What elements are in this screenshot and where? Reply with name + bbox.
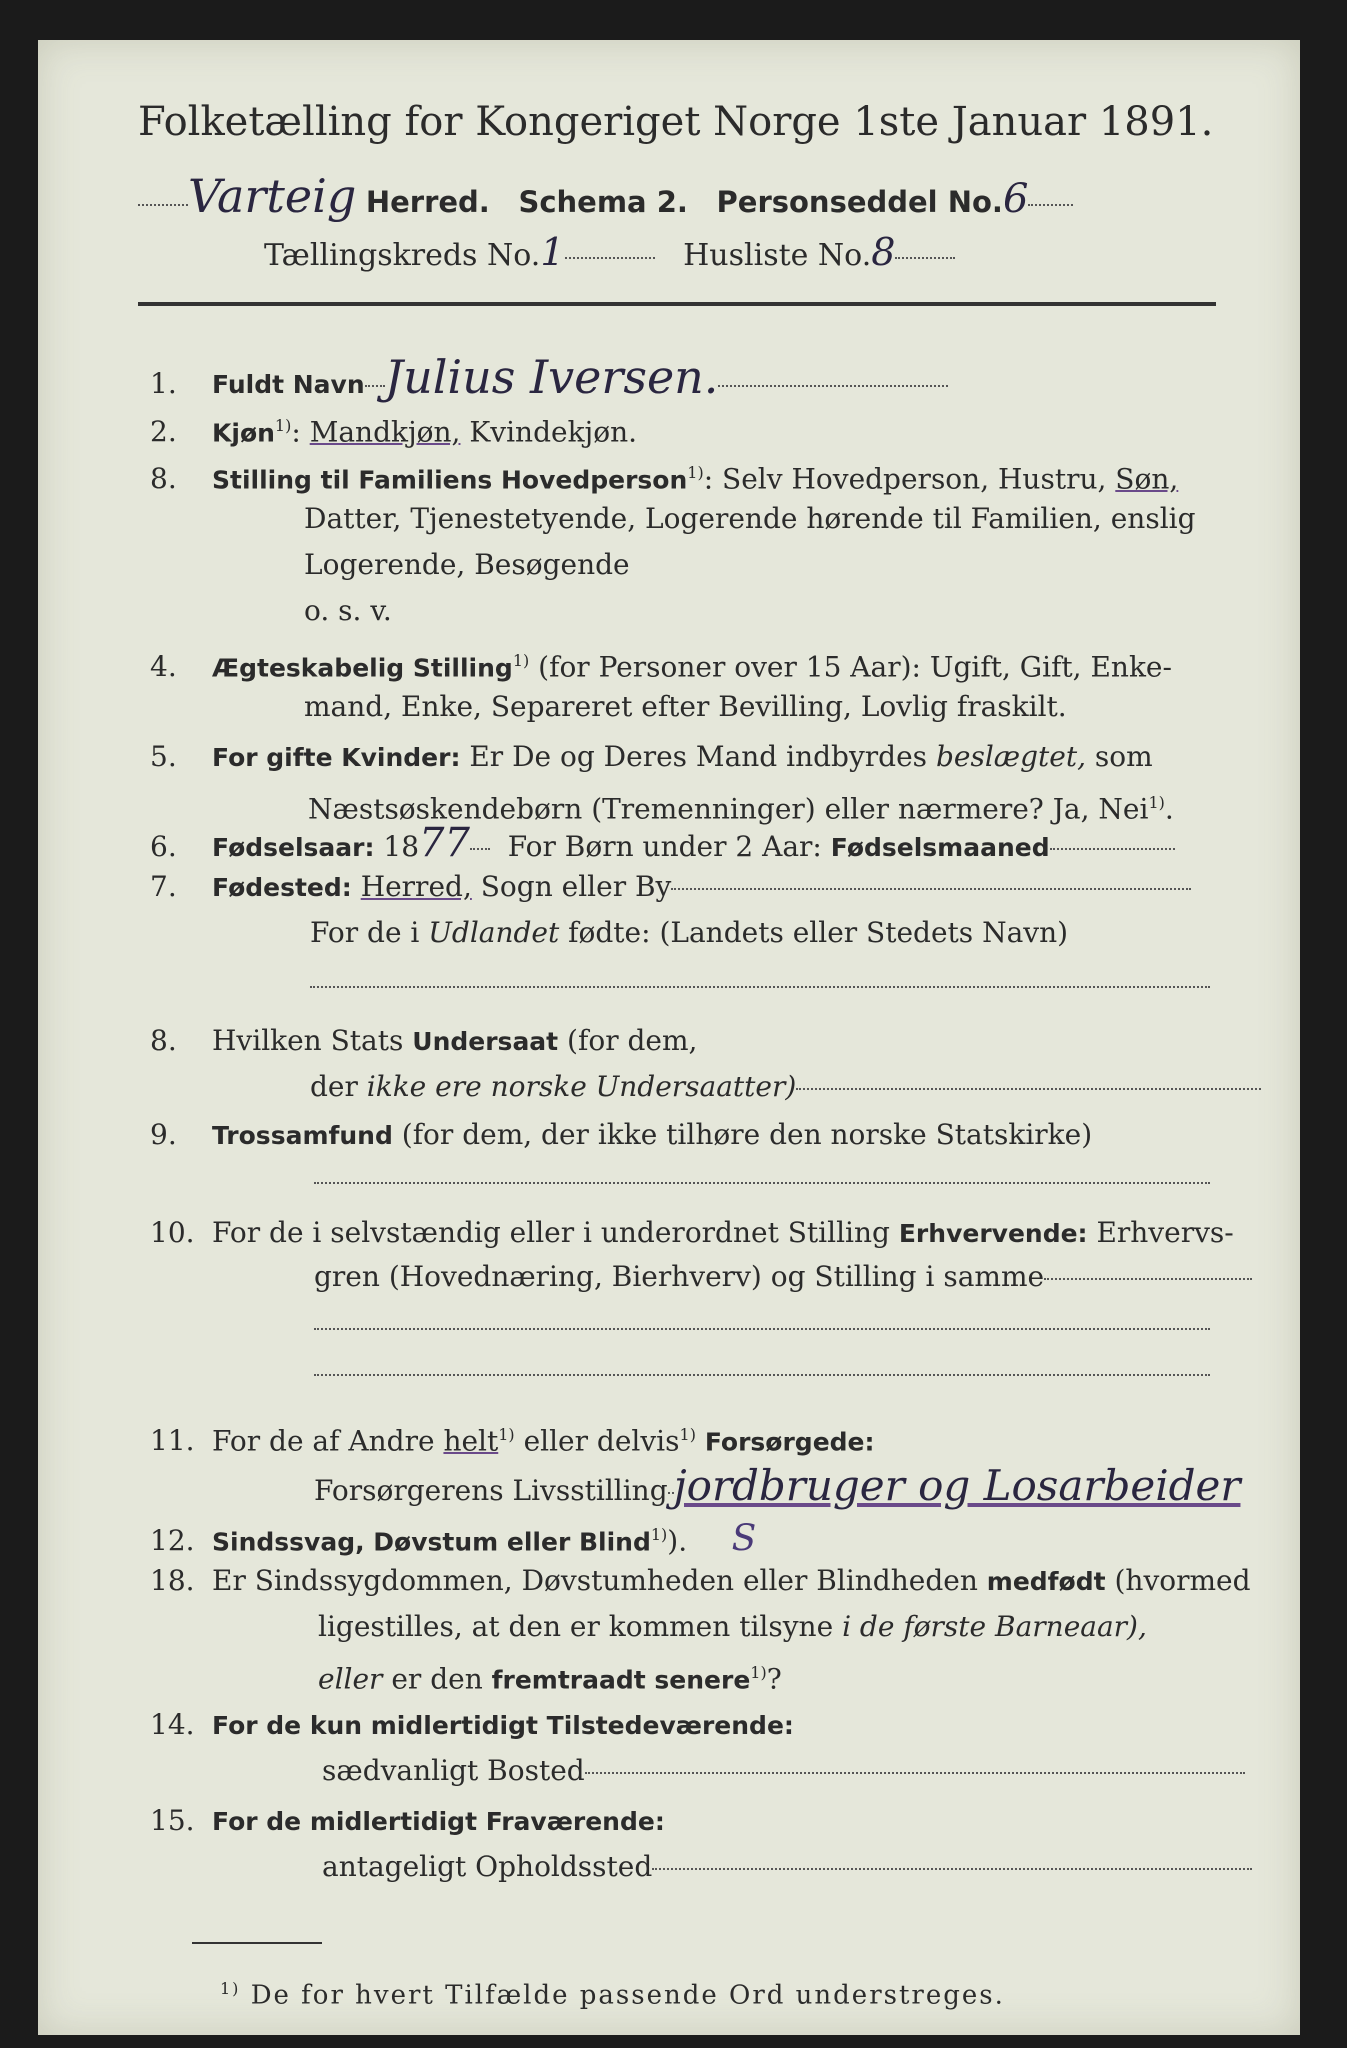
form-title: Folketælling for Kongeriget Norge 1ste Januar 1891. xyxy=(138,99,1214,145)
field-8: 8. Hvilken Stats Undersaat (for dem, xyxy=(150,1024,698,1057)
field-3: 8. Stilling til Familiens Hovedperson$^{1)}$: Selv Hovedperson, Hustru, Søn, xyxy=(150,462,1179,496)
field-5-line-2: Næstsøskendebørn (Tremenninger) eller nærmere? Ja, Nei$^{1)}$. xyxy=(308,792,1174,826)
position-son-option: Søn, xyxy=(1115,462,1179,496)
field-11-line-2: Forsørgerens Livsstilling jordbruger og Losarbeider xyxy=(314,1461,1241,1510)
field-4-line-2: mand, Enke, Separeret efter Bevilling, Lovlig fraskilt. xyxy=(304,690,1067,723)
field-3-line-2: Datter, Tjenestetyende, Logerende hørende til Familien, enslig xyxy=(304,502,1196,535)
field-13-line-2: ligestilles, at den er kommen tilsyne i de første Barneaar), xyxy=(318,1610,1147,1643)
personseddel-label: Personseddel No. xyxy=(716,185,1003,219)
field-10: 10. For de i selvstændig eller i underordnet Stilling Erhvervende: Erhvervs- xyxy=(150,1216,1234,1249)
disability-mark-value: S xyxy=(731,1518,757,1560)
field-7-line-2: For de i Udlandet fødte: (Landets eller Stedets Navn) xyxy=(310,916,1069,949)
schema-label: Schema 2. xyxy=(518,185,688,219)
kreds-label: Tællingskreds No. xyxy=(264,238,541,273)
footnote-marker: 1) xyxy=(220,1979,241,1998)
field-15: 15. For de midlertidigt Fraværende: xyxy=(150,1804,665,1837)
field-10-blank-2 xyxy=(314,1356,1210,1390)
field-13: 18. Er Sindssygdommen, Døvstumheden eller Blindheden medfødt (hvormed xyxy=(150,1564,1251,1597)
field-7: 7. Fødested: Herred, Sogn eller By xyxy=(150,870,1191,905)
field-10-line-2: gren (Hovednæring, Bierhverv) og Stilling i samme xyxy=(314,1260,1252,1294)
field-14: 14. For de kun midlertidigt Tilstedeværende: xyxy=(150,1708,794,1741)
field-14-line-2: sædvanligt Bosted xyxy=(322,1754,1245,1788)
field-3-line-3: Logerende, Besøgende xyxy=(304,548,630,581)
personseddel-value: 6 xyxy=(1002,176,1029,222)
herred-value: Varteig xyxy=(188,169,357,223)
field-9-blank xyxy=(314,1164,1210,1198)
field-6: 6. Fødselsaar: 1877 For Børn under 2 Aar: Fødselsmaaned xyxy=(150,818,1175,873)
field-13-line-3: eller er den fremtraadt senere$^{1)}$? xyxy=(318,1662,782,1696)
field-1: 1. Fuldt Navn Julius Iversen. xyxy=(150,360,948,402)
field-4: 4. Ægteskabelig Stilling$^{1)}$ (for Personer over 15 Aar): Ugift, Gift, Enke- xyxy=(150,650,1172,684)
supported-fully-option: helt xyxy=(443,1424,499,1458)
field-10-blank-1 xyxy=(314,1310,1210,1344)
kreds-value: 1 xyxy=(540,230,565,274)
herred-line xyxy=(138,169,1073,227)
footnote-text: De for hvert Tilfælde passende Ord understreges. xyxy=(250,1980,1005,2011)
field-9: 9. Trossamfund (for dem, der ikke tilhøre den norske Statskirke) xyxy=(150,1118,1093,1151)
footnote-rule xyxy=(192,1942,322,1944)
header-rule xyxy=(138,302,1216,306)
field-15-line-2: antageligt Opholdssted xyxy=(322,1850,1252,1884)
kreds-line xyxy=(264,228,955,280)
birthplace-herred-option: Herred, xyxy=(360,870,472,903)
field-11: 11. For de af Andre helt$^{1)}$ eller delvis$^{1)}$ Forsørgede: xyxy=(150,1424,875,1458)
full-name-value: Julius Iversen. xyxy=(384,350,719,404)
census-form-sheet xyxy=(38,40,1300,2035)
birth-year-value: 77 xyxy=(419,820,470,866)
husliste-value: 8 xyxy=(871,230,896,274)
provider-occupation-value: jordbruger og Losarbeider xyxy=(673,1461,1241,1510)
sex-male-option: Mandkjøn, xyxy=(309,415,461,449)
herred-label: Herred. xyxy=(365,185,490,219)
husliste-label: Husliste No. xyxy=(683,238,872,273)
field-2: 2. Kjøn$^{1)}$: Mandkjøn, Kvindekjøn. xyxy=(150,415,638,449)
field-3-line-4: o. s. v. xyxy=(304,594,392,627)
footnote xyxy=(220,1972,1005,2013)
field-8-line-2: der ikke ere norske Undersaatter) xyxy=(310,1070,1261,1104)
field-7-blank xyxy=(310,968,1210,1002)
field-12: 12. Sindssvag, Døvstum eller Blind$^{1)}$). S xyxy=(150,1518,757,1560)
field-5: 5. For gifte Kvinder: Er De og Deres Mand indbyrdes beslægtet, som xyxy=(150,740,1153,773)
